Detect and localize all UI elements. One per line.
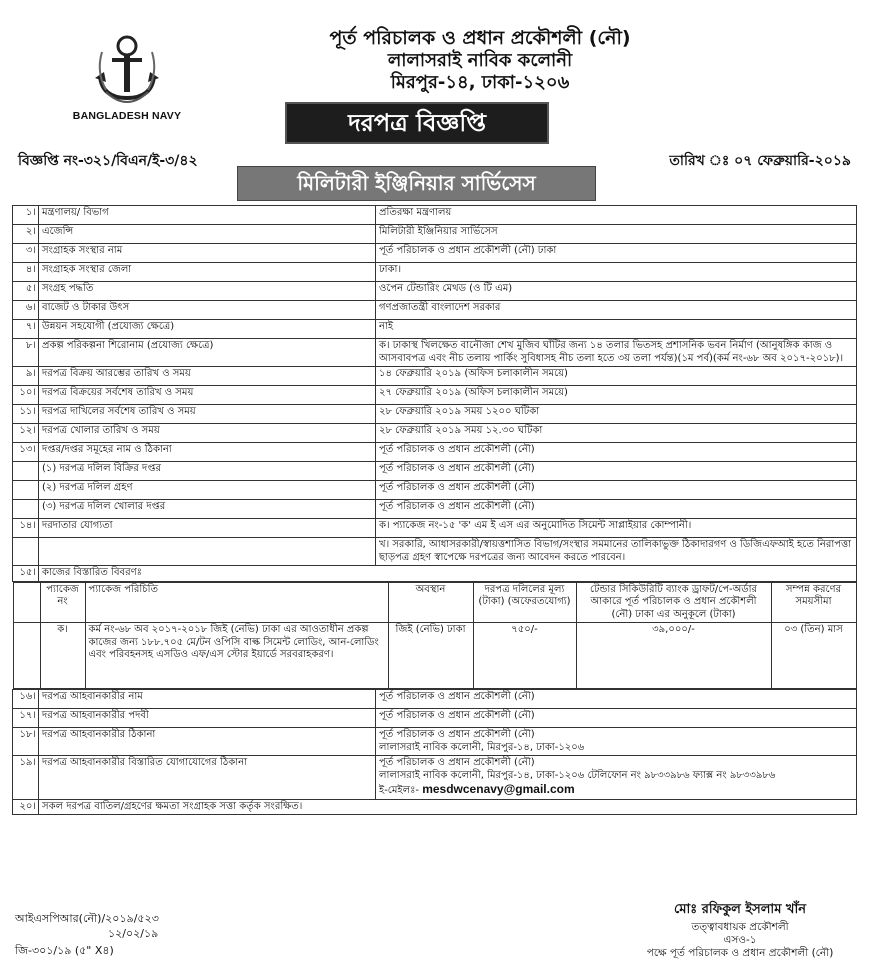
row-value: পূর্ত পরিচালক ও প্রধান প্রকৌশলী (নৌ)	[376, 443, 857, 462]
row-number	[13, 481, 39, 500]
row-label: (১) দরপত্র দলিল বিক্রির দপ্তর	[39, 462, 376, 481]
notice-date: তারিখ ঃ ০৭ ফেব্রুয়ারি-২০১৯	[669, 153, 851, 169]
row-number: ১০।	[13, 386, 39, 405]
table-row	[13, 728, 857, 756]
row-label: সংগ্রহ পদ্ধতি	[39, 282, 376, 301]
office-address-2: মিরপুর-১৪, ঢাকা-১২০৬	[390, 72, 570, 93]
top-cut-strip	[0, 0, 891, 4]
row-number: ১১।	[13, 405, 39, 424]
row-number: ৪।	[13, 263, 39, 282]
row-number: ৮।	[13, 339, 39, 367]
row-value: ঢাকা।	[376, 263, 857, 282]
row-number	[13, 500, 39, 519]
row-number: ২।	[13, 225, 39, 244]
row-value: পূর্ত পরিচালক ও প্রধান প্রকৌশলী (নৌ)	[376, 690, 857, 709]
row-value: ক। প্যাকেজ নং-১৫ 'ক' এম ই এস এর অনুমোদিত সিমেন্ট সাপ্লাইয়ার কোম্পানী।	[376, 519, 857, 538]
work-detail-table	[13, 582, 857, 690]
row-label: মন্ত্রণালয়/ বিভাগ	[39, 206, 376, 225]
table-row	[13, 481, 857, 500]
table-row	[13, 443, 857, 462]
package-duration: ০৩ (তিন) মাস	[771, 623, 856, 689]
signatory-designation: তত্ত্বাবধায়ক প্রকৌশলী	[691, 921, 789, 933]
table-row	[13, 386, 857, 405]
row-number: ১৬।	[13, 690, 39, 709]
row-value: পূর্ত পরিচালক ও প্রধান প্রকৌশলী (নৌ)	[376, 462, 857, 481]
row-number: ১৮।	[13, 728, 39, 756]
row-value: ক। ঢাকাস্থ খিলক্ষেত বানৌজা শেখ মুজিব ঘাঁটির জন্য ১৪ তলার ভিতসহ প্রশাসনিক ভবন নির্মাণ (আনুষঙ্গিক কাজ ও আসবাবপত্র এবং নীচ তলায় পার্কিং সুবিধাসহ নীচ তলা হতে ৩য় তলা পর্যন্ত)(১ম পর্ব)(কর্ম নং-৬৮ অব ২০১৭-২০১৮)।	[376, 339, 857, 367]
row-label: বাজেট ও টাকার উৎস	[39, 301, 376, 320]
table-row	[13, 519, 857, 538]
package-doc-price: ৭৫০/-	[473, 623, 576, 689]
signatory-behalf: পক্ষে পূর্ত পরিচালক ও প্রধান প্রকৌশলী (নৌ)	[646, 947, 834, 959]
office-address-1: লালাসরাই নাবিক কলোনী	[387, 50, 573, 71]
row-label	[39, 538, 376, 566]
row-value: পূর্ত পরিচালক ও প্রধান প্রকৌশলী (নৌ) ঢাকা	[376, 244, 857, 263]
row-label: দপ্তর/দপ্তর সমূহের নাম ও ঠিকানা	[39, 443, 376, 462]
row-label: দরপত্র খোলার তারিখ ও সময়	[39, 424, 376, 443]
gd-number: জি-৩০১/১৯ (৫" X৪)	[15, 944, 114, 957]
row-label: সংগ্রাহক সংস্থার জেলা	[39, 263, 376, 282]
row-value: ওপেন টেন্ডারিং মেথড (ও টি এম)	[376, 282, 857, 301]
row-value: প্রতিরক্ষা মন্ত্রণালয়	[376, 206, 857, 225]
row-label: উন্নয়ন সহযোগী (প্রযোজ্য ক্ষেত্রে)	[39, 320, 376, 339]
table-row	[13, 367, 857, 386]
row-number: ৯।	[13, 367, 39, 386]
table-row	[13, 405, 857, 424]
emblem-caption: BANGLADESH NAVY	[72, 110, 182, 122]
row-number: ১৪।	[13, 519, 39, 538]
table-row	[13, 301, 857, 320]
row-number: ১২।	[13, 424, 39, 443]
row-value: খ। সরকারি, আধাসরকারী/স্বায়ত্তশাসিত বিভাগ/সংস্থার সমমানের তালিকাভুক্ত ঠিকাদারগণ ও ডিজিএফআই হতে নিরাপত্তা ছাড়পত্র গ্রহণ স্বাপেক্ষে দরপত্রের জন্য আবেদন করতে পারবেন।	[376, 538, 857, 566]
navy-emblem	[62, 32, 192, 132]
table-row	[13, 282, 857, 301]
col-location: অবস্থান	[388, 582, 473, 623]
row-number: ৩।	[13, 244, 39, 263]
row-number: ৭।	[13, 320, 39, 339]
table-row	[13, 424, 857, 443]
row-value: ২৭ ফেব্রুয়ারি ২০১৯ (অফিস চলাকালীন সময়ে)	[376, 386, 857, 405]
col-package-desc: প্যাকেজ পরিচিতি	[85, 582, 388, 623]
contact-email-row	[379, 782, 853, 798]
col-package-no: প্যাকেজ নং	[40, 582, 85, 623]
row-value: ২৮ ফেব্রুয়ারি ২০১৯ সময় ১২.৩০ ঘটিকা	[376, 424, 857, 443]
table-row	[13, 206, 857, 225]
table-row	[13, 709, 857, 728]
reference-number: বিজ্ঞপ্তি নং-৩২১/বিএন/ই-৩/৪২	[18, 153, 198, 169]
signatory-name: মোঃ রফিকুল ইসলাম খাঁন	[673, 902, 806, 917]
row-label: দরপত্র আহবানকারীর বিস্তারিত যোগাযোগের ঠিকানা	[39, 756, 376, 800]
row-number: ২০।	[13, 799, 39, 815]
row-number: ১।	[13, 206, 39, 225]
col-doc-price: দরপত্র দলিলের মূল্য (টাকা) (অফেরতযোগ্য)	[473, 582, 576, 623]
anchor-emblem-icon	[92, 32, 162, 108]
row-number: ১৩।	[13, 443, 39, 462]
row-label: (৩) দরপত্র দলিল খোলার দপ্তর	[39, 500, 376, 519]
table-row	[13, 690, 857, 709]
table-row	[13, 225, 857, 244]
row-label: সংগ্রাহক সংস্থার নাম	[39, 244, 376, 263]
row-number	[13, 462, 39, 481]
row-value: মিলিটারী ইঞ্জিনিয়ার সার্ভিসেস	[376, 225, 857, 244]
row-number: ৬।	[13, 301, 39, 320]
office-name: পূর্ত পরিচালক ও প্রধান প্রকৌশলী (নৌ)	[329, 27, 631, 49]
contact-office: পূর্ত পরিচালক ও প্রধান প্রকৌশলী (নৌ)	[379, 757, 535, 768]
row-value-line: পূর্ত পরিচালক ও প্রধান প্রকৌশলী (নৌ)	[379, 729, 535, 740]
row-label: (২) দরপত্র দলিল গ্রহণ	[39, 481, 376, 500]
row-number: ১৯।	[13, 756, 39, 800]
row-number: ৫।	[13, 282, 39, 301]
package-no: ক।	[40, 623, 85, 689]
tender-table	[12, 205, 857, 815]
row-label: এজেন্সি	[39, 225, 376, 244]
email-label: ই-মেইলঃ-	[379, 785, 420, 796]
row-label: প্রকল্প পরিকল্পনা শিরোনাম (প্রযোজ্য ক্ষেত্রে)	[39, 339, 376, 367]
row-number: ১৭।	[13, 709, 39, 728]
table-row	[13, 339, 857, 367]
col-security: টেন্ডার সিকিউরিটি ব্যাংক ড্রাফট/পে-অর্ডার আকারে পূর্ত পরিচালক ও প্রধান প্রকৌশলী (নৌ) ঢাকা এর অনুকূলে (টাকা)	[576, 582, 771, 623]
row-value	[376, 728, 857, 756]
email-link[interactable]: mesdwcenavy@gmail.com	[422, 782, 575, 796]
row-value: পূর্ত পরিচালক ও প্রধান প্রকৌশলী (নৌ)	[376, 709, 857, 728]
ispr-date: ১২/০২/১৯	[108, 927, 159, 940]
ispr-number: আইএসপিআর(নৌ)/২০১৯/৫২৩	[15, 912, 159, 925]
row-label: দরদাতার যোগ্যতা	[39, 519, 376, 538]
col-duration: সম্পন্ন করণের সময়সীমা	[771, 582, 856, 623]
row-value: গণপ্রজাতন্ত্রী বাংলাদেশ সরকার	[376, 301, 857, 320]
row-label: দরপত্র দাখিলের সর্বশেষ তারিখ ও সময়	[39, 405, 376, 424]
agency-band: মিলিটারী ইঞ্জিনিয়ার সার্ভিসেস	[237, 166, 596, 201]
row-number	[13, 538, 39, 566]
row-value: নাই	[376, 320, 857, 339]
table-row	[13, 500, 857, 519]
row-value: পূর্ত পরিচালক ও প্রধান প্রকৌশলী (নৌ)	[376, 481, 857, 500]
package-location: জিই (নেভি) ঢাকা	[388, 623, 473, 689]
signatory-code: এসও-১	[723, 934, 757, 946]
row-value: ২৮ ফেব্রুয়ারি ২০১৯ সময় ১২০০ ঘটিকা	[376, 405, 857, 424]
row-label: দরপত্র বিক্রয় আরম্ভের তারিখ ও সময়	[39, 367, 376, 386]
contact-address: লালাসরাই নাবিক কলোনী, মিরপুর-১৪, ঢাকা-১২০৬ টেলিফোন নং ৯৮৩৩৯৮৬ ফ্যাক্স নং ৯৮৩৩৯৮৬	[379, 769, 776, 781]
row-label: দরপত্র আহবানকারীর পদবী	[39, 709, 376, 728]
package-security: ৩৯,০০০/-	[576, 623, 771, 689]
work-label: কাজের বিস্তারিত বিবরণঃ	[39, 566, 857, 582]
row-value-line: লালাসরাই নাবিক কলোনী, মিরপুর-১৪, ঢাকা-১২০৬	[379, 741, 585, 753]
table-row	[13, 462, 857, 481]
notice-title: দরপত্র বিজ্ঞপ্তি	[285, 102, 549, 144]
row-value: পূর্ত পরিচালক ও প্রধান প্রকৌশলী (নৌ)	[376, 500, 857, 519]
row-value: ১৪ ফেব্রুয়ারি ২০১৯ (অফিস চলাকালীন সময়ে)	[376, 367, 857, 386]
row-number: ১৫।	[13, 566, 39, 582]
table-row	[13, 320, 857, 339]
table-row	[13, 263, 857, 282]
reservation-text: সকল দরপত্র বাতিল/গ্রহণের ক্ষমতা সংগ্রাহক সত্তা কর্তৃক সংরক্ষিত।	[39, 799, 857, 815]
table-row	[13, 244, 857, 263]
package-desc: কর্ম নং-৬৮ অব ২০১৭-২০১৮ জিই (নেভি) ঢাকা এর আওতাধীন প্রকল্প কাজের জন্য ১৮৮.৭০৫ মে/টন ওপিসি বাল্ক সিমেন্ট লোডিং, আন-লোডিং এবং পরিবহনসহ এসডিও এফ/এস স্টোর ইয়ার্ডে সরবরাহকরণ।	[85, 623, 388, 689]
row-label: দরপত্র আহবানকারীর নাম	[39, 690, 376, 709]
row-label: দরপত্র বিক্রয়ের সর্বশেষ তারিখ ও সময়	[39, 386, 376, 405]
table-row	[13, 538, 857, 566]
row-label: দরপত্র আহবানকারীর ঠিকানা	[39, 728, 376, 756]
